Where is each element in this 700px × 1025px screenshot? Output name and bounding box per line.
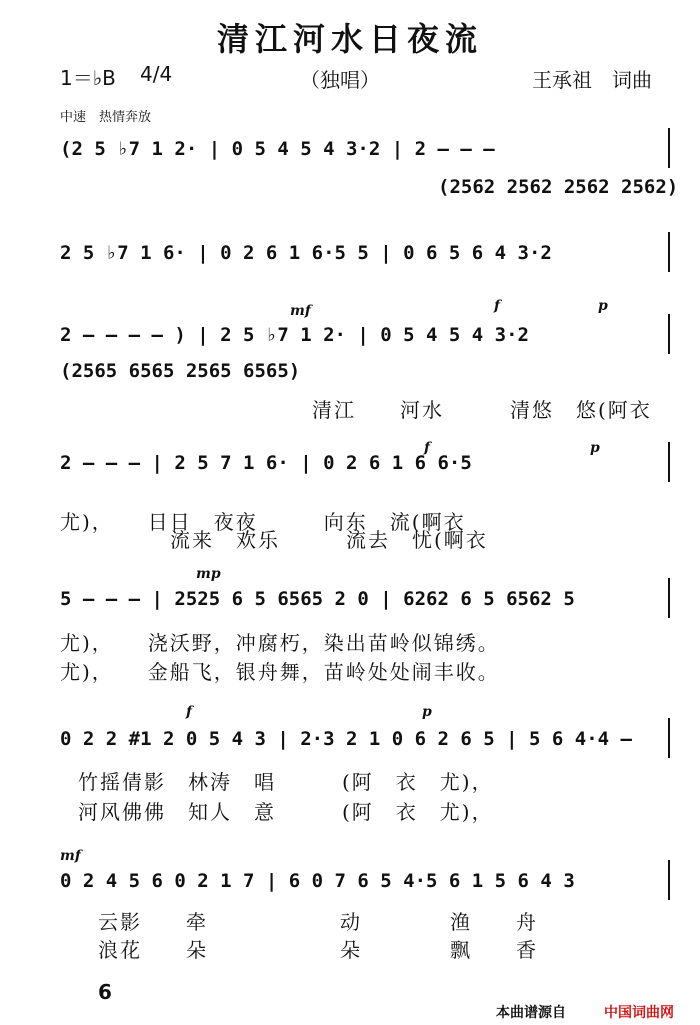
barline — [668, 232, 670, 272]
system-5-lyric-1: 尤)， 浇沃野，冲腐朽，染出苗岭似锦绣。 — [60, 631, 500, 655]
page-number: 6 — [98, 980, 112, 1004]
dynamic-f: f — [424, 440, 431, 456]
dynamic-f: f — [186, 704, 193, 720]
dynamic-mp: mp — [196, 566, 221, 582]
system-3-lyric-1: 清江 河水 清悠 悠(阿衣 — [312, 398, 652, 422]
dynamic-p: p — [422, 704, 432, 720]
barline — [668, 128, 670, 168]
credits: 王承祖 词曲 — [532, 68, 652, 92]
barline — [668, 860, 670, 900]
system-5-lyric-2: 尤)， 金船飞，银舟舞，苗岭处处闹丰收。 — [60, 660, 500, 684]
system-4-notes: 2 — — — | 2 5 7 1 6· | 0 2 6 1 6 6·5 — [60, 452, 472, 474]
dynamic-mf: mf — [290, 303, 311, 319]
barline — [668, 442, 670, 482]
tempo-marking: 中速 热情奔放 — [60, 110, 152, 125]
key-signature: 1＝♭B — [60, 66, 116, 90]
system-7-lyric-2: 浪花 朵 朵 飘 香 — [98, 938, 538, 962]
dynamic-p: p — [590, 440, 600, 456]
footer-site-link[interactable]: 中国词曲网 — [604, 1005, 674, 1021]
system-3-notes: 2 — — — — ) | 2 5 ♭7 1 2· | 0 5 4 5 4 3·2 — [60, 324, 529, 346]
system-1-notes: (2 5 ♭7 1 2· | 0 5 4 5 4 3·2 | 2 — — — — [60, 138, 495, 160]
system-7-lyric-1: 云影 牵 动 渔 舟 — [98, 910, 538, 934]
system-6-lyric-1: 竹摇倩影 林涛 唱 (阿 衣 尤)， — [78, 770, 494, 794]
performance-type: （独唱） — [300, 68, 380, 92]
song-title: 清江河水日夜流 — [216, 20, 483, 58]
dynamic-f: f — [494, 298, 501, 314]
system-1-sub-notes: (2562 2562 2562 2562) — [438, 176, 679, 198]
system-4-lyric-1: 尤)， 日日 夜夜 向东 流(啊衣 — [60, 510, 466, 534]
system-3-sub-notes: (2565 6565 2565 6565) — [60, 360, 301, 382]
system-5-notes: 5 — — — | 2525 6 5 6565 2 0 | 6262 6 5 6562 5 — [60, 588, 575, 610]
time-signature: 4/4 — [140, 62, 173, 86]
system-6-lyric-2: 河风佛佛 知人 意 (阿 衣 尤)， — [78, 800, 494, 824]
dynamic-p: p — [598, 298, 608, 314]
dynamic-mf: mf — [60, 848, 81, 864]
system-7-notes: 0 2 4 5 6 0 2 1 7 | 6 0 7 6 5 4·5 6 1 5 6 4 3 — [60, 870, 575, 892]
footer-source-text: 本曲谱源自 — [496, 1005, 566, 1021]
system-2-notes: 2 5 ♭7 1 6· | 0 2 6 1 6·5 5 | 0 6 5 6 4 3·2 — [60, 242, 552, 264]
barline — [668, 314, 670, 354]
system-4-lyric-2: 流来 欢乐 流去 忧(啊衣 — [60, 528, 488, 552]
barline — [668, 578, 670, 618]
system-6-notes: 0 2 2 #1 2 0 5 4 3 | 2·3 2 1 0 6 2 6 5 | 5 6 4·4 — — [60, 728, 632, 750]
barline — [668, 718, 670, 758]
